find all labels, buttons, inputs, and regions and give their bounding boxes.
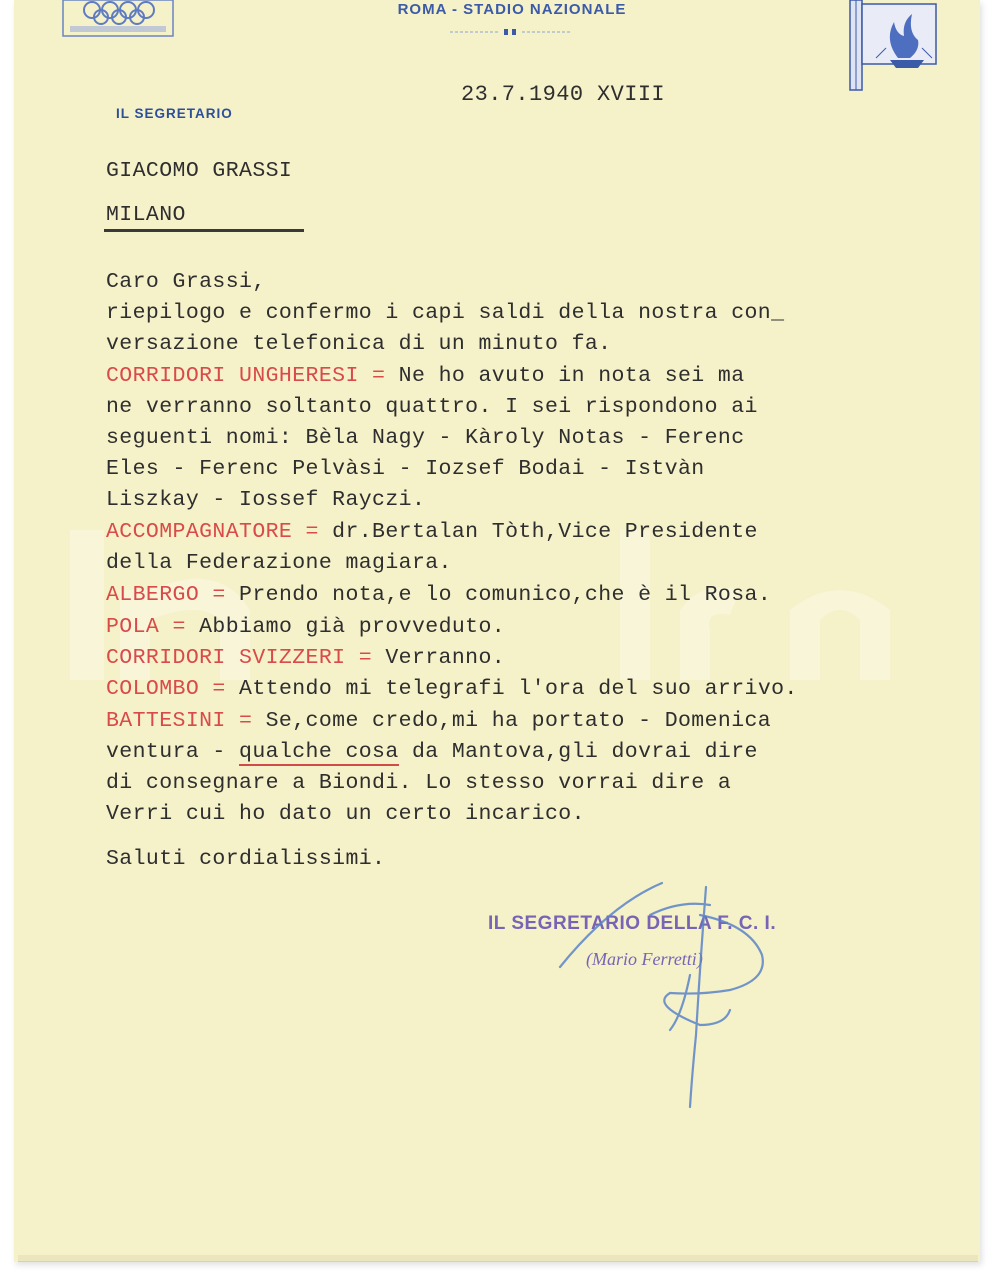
ornament-icon bbox=[450, 28, 570, 36]
body-line: Liszkay - Iossef Rayczi. bbox=[106, 488, 426, 512]
section-label: BATTESINI = bbox=[106, 709, 253, 733]
closing: Saluti cordialissimi. bbox=[106, 847, 386, 871]
body-line: della Federazione magiara. bbox=[106, 551, 452, 575]
section-text: Se,come credo,mi ha portato - Domenica bbox=[252, 709, 772, 733]
section-battesini bbox=[106, 707, 771, 735]
section-colombo bbox=[106, 675, 798, 703]
body-line: Verri cui ho dato un certo incarico. bbox=[106, 802, 585, 826]
section-text: dr.Bertalan Tòth,Vice Presidente bbox=[318, 520, 758, 544]
section-label: ALBERGO = bbox=[106, 583, 226, 607]
section-text: Abbiamo già provveduto. bbox=[185, 615, 506, 639]
body-line: Eles - Ferenc Pelvàsi - Iozsef Bodai - Istvàn bbox=[106, 457, 705, 481]
body-fragment: ventura - bbox=[106, 740, 240, 764]
section-albergo bbox=[106, 581, 771, 609]
letter-date: 23.7.1940 XVIII bbox=[461, 82, 666, 107]
sheet-edge bbox=[18, 1255, 978, 1262]
section-label: POLA = bbox=[106, 615, 186, 639]
section-label: ACCOMPAGNATORE = bbox=[106, 520, 319, 544]
signature-icon bbox=[550, 875, 800, 1115]
olympic-rings-emblem-icon bbox=[62, 0, 174, 38]
body-line: versazione telefonica di un minuto fa. bbox=[106, 332, 612, 356]
section-pola bbox=[106, 613, 505, 641]
section-text: Verranno. bbox=[372, 646, 506, 670]
secretary-title: IL SEGRETARIO bbox=[116, 106, 233, 121]
recipient-name: GIACOMO GRASSI bbox=[106, 159, 293, 183]
section-accompagnatore bbox=[106, 518, 758, 546]
stamp-title: IL SEGRETARIO DELLA F. C. I. bbox=[488, 913, 777, 934]
section-corridori-ungheresi bbox=[106, 362, 745, 390]
stamp-name: (Mario Ferretti) bbox=[586, 949, 703, 969]
section-text: Attendo mi telegrafi l'ora del suo arrivo. bbox=[225, 677, 798, 701]
section-label: COLOMBO = bbox=[106, 677, 226, 701]
body-line: di consegnare a Biondi. Lo stesso vorrai dire a bbox=[106, 771, 732, 795]
body-line: seguenti nomi: Bèla Nagy - Kàroly Notas - Ferenc bbox=[106, 426, 745, 450]
letterhead-place: ROMA - STADIO NAZIONALE bbox=[397, 1, 627, 18]
underlined-phrase: qualche cosa bbox=[239, 740, 399, 764]
section-text: Ne ho avuto in nota sei ma bbox=[385, 364, 745, 388]
city-underline bbox=[104, 229, 304, 232]
section-label: CORRIDORI SVIZZERI = bbox=[106, 646, 373, 670]
section-corridori-svizzeri bbox=[106, 644, 505, 672]
section-text: Prendo nota,e lo comunico,che è il Rosa. bbox=[225, 583, 772, 607]
recipient-city: MILANO bbox=[106, 203, 186, 227]
body-line: riepilogo e confermo i capi saldi della nostra con_ bbox=[106, 301, 785, 325]
body-line: ne verranno soltanto quattro. I sei rispondono ai bbox=[106, 395, 758, 419]
body-fragment: da Mantova,gli dovrai dire bbox=[398, 740, 758, 764]
torch-flag-emblem-icon bbox=[846, 0, 938, 92]
body-line bbox=[106, 738, 758, 766]
salutation: Caro Grassi, bbox=[106, 270, 266, 294]
section-label: CORRIDORI UNGHERESI = bbox=[106, 364, 386, 388]
watermark-icon bbox=[60, 520, 950, 700]
